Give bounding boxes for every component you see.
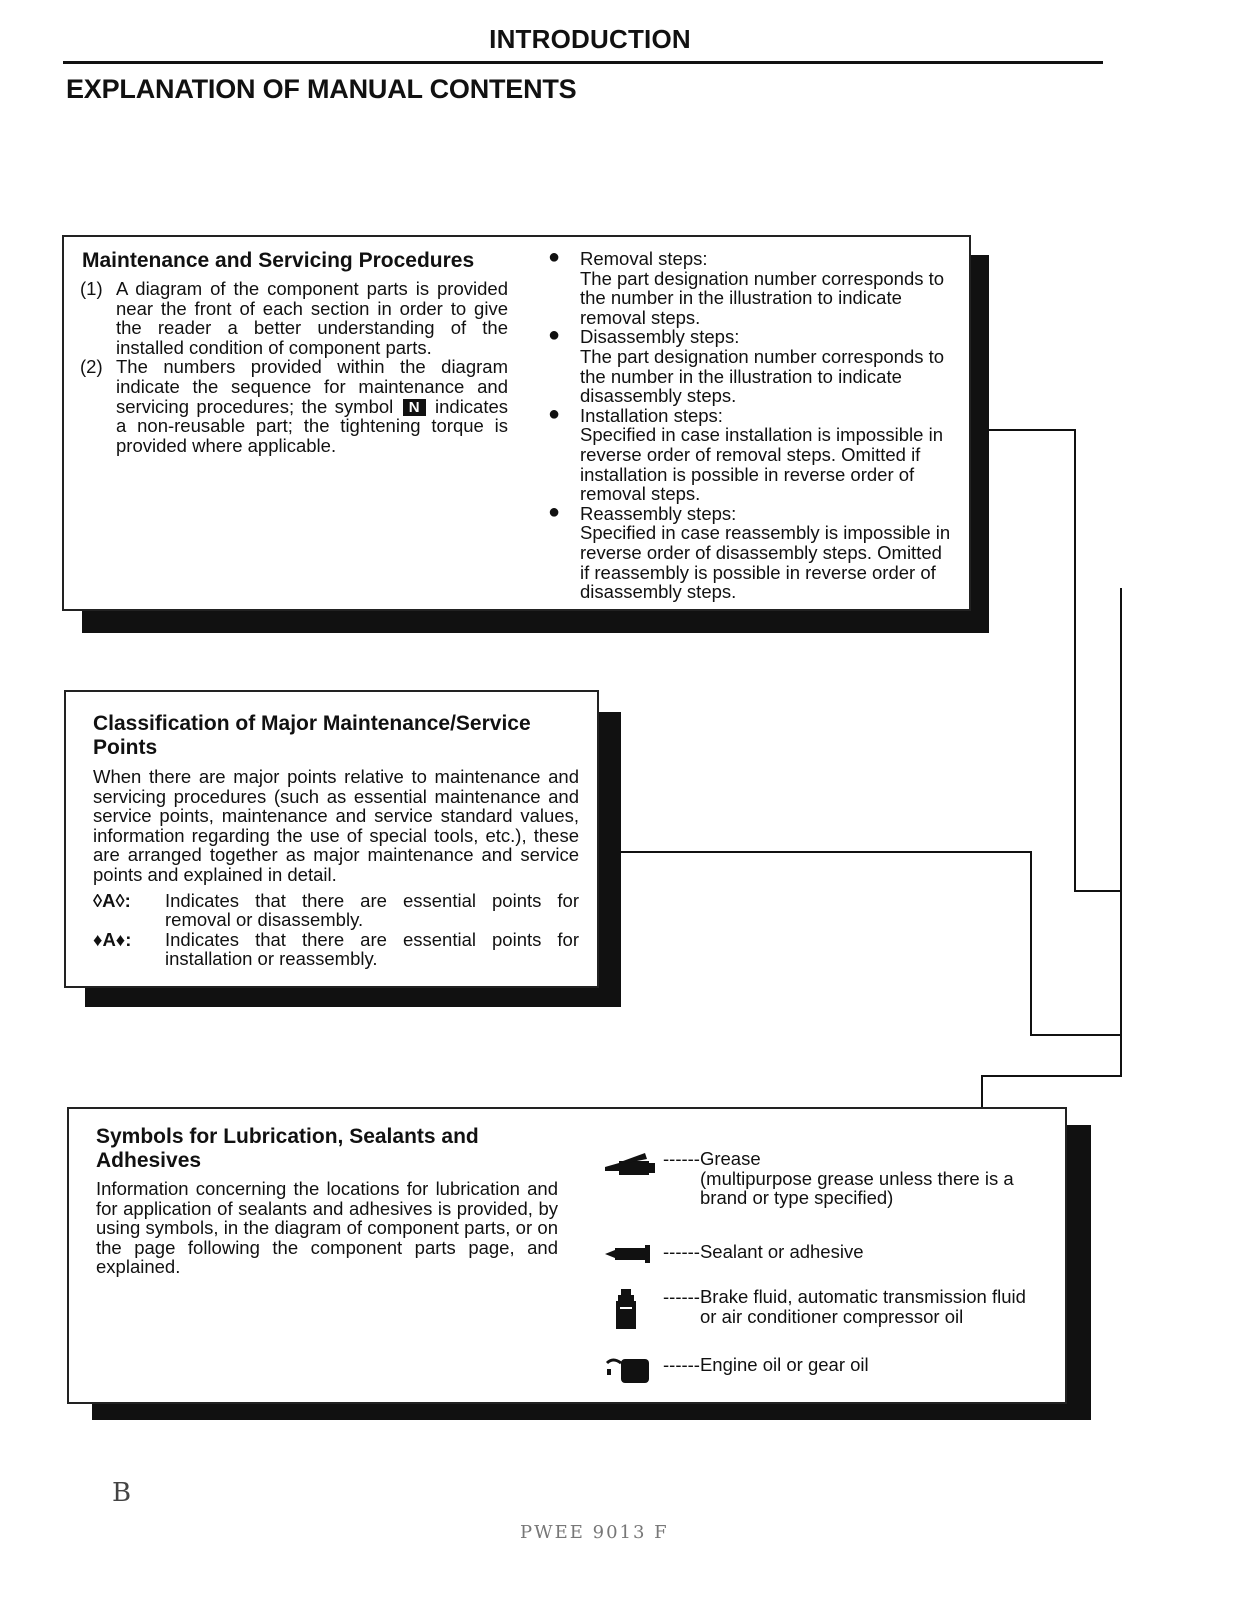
symbol-label: ------Sealant or adhesive <box>663 1241 864 1262</box>
box-body <box>93 767 579 969</box>
bullet-icon: ● <box>548 402 561 425</box>
list-item <box>544 402 954 505</box>
sealant-tube-icon <box>605 1242 657 1270</box>
symbol-row <box>605 1287 1055 1337</box>
connector-line <box>598 851 1032 853</box>
list-item <box>93 930 579 969</box>
mark-text: Indicates that there are essential points for installation or reassembly. <box>165 928 579 970</box>
non-reusable-part-icon: N <box>403 399 426 416</box>
step-label: Reassembly steps: <box>580 502 737 524</box>
installation-point-mark: ♦A♦: <box>93 928 132 950</box>
step-label: Installation steps: <box>580 404 723 426</box>
symbol-label: ------Brake fluid, automatic transmission fluid <box>663 1286 1026 1307</box>
bullet-icon: ● <box>548 246 561 268</box>
step-text: Specified in case installation is impossible in reverse order of removal steps. Omitted if installation is possible in reverse order of removal steps. <box>580 424 943 505</box>
step-label: Disassembly steps: <box>580 326 740 348</box>
symbol-label: ------Engine oil or gear oil <box>663 1354 869 1375</box>
oil-can-icon <box>605 1355 657 1389</box>
page-mark: B <box>112 1478 132 1508</box>
footer-handwriting: PWEE 9013 F <box>520 1522 669 1543</box>
list-item <box>80 357 508 455</box>
step-text: The part designation number corresponds to the number in the illustration to indicate disassembly steps. <box>580 345 945 407</box>
item-number: (2) <box>80 356 103 378</box>
item-text: A diagram of the component parts is provided near the front of each section in order to give the reader a better understanding of the installed condition of component parts. <box>116 278 508 358</box>
symbols-box <box>67 1107 1067 1404</box>
connector-line <box>1120 588 1122 1076</box>
box-title: Classification of Major Maintenance/Service Points <box>93 712 531 759</box>
symbol-note: or air conditioner compressor oil <box>700 1305 964 1327</box>
connector-line <box>1074 429 1076 892</box>
connector-line <box>1074 890 1122 892</box>
box-title: Symbols for Lubrication, Sealants and Adhesives <box>96 1125 479 1172</box>
list-item <box>544 500 954 603</box>
fluid-bottle-icon <box>605 1287 657 1335</box>
bullet-icon: ● <box>548 500 561 523</box>
maintenance-procedures-box <box>62 235 971 611</box>
step-text: The part designation number corresponds to the number in the illustration to indicate removal steps. <box>580 267 945 328</box>
list-item <box>80 279 508 357</box>
list-item <box>544 246 954 328</box>
list-item <box>544 324 954 407</box>
connector-line <box>981 1075 983 1109</box>
symbol-row <box>605 1355 1055 1385</box>
header-title: INTRODUCTION <box>489 24 691 54</box>
header-rule <box>63 61 1103 64</box>
symbol-label: ------Grease <box>663 1148 761 1169</box>
step-text: Specified in case reassembly is impossible in reverse order of disassembly steps. Omitted if reassembly is possible in reverse order of disassembly steps. <box>580 522 951 603</box>
page-heading: EXPLANATION OF MANUAL CONTENTS <box>66 74 577 104</box>
step-label: Removal steps: <box>580 248 708 269</box>
connector-line <box>1030 1034 1122 1036</box>
bullet-icon: ● <box>548 324 561 347</box>
list-item <box>93 891 579 930</box>
classification-box <box>64 690 599 988</box>
removal-point-mark: ◊A◊: <box>93 889 131 911</box>
grease-gun-icon <box>605 1149 657 1183</box>
mark-text: Indicates that there are essential points for removal or disassembly. <box>165 889 579 931</box>
symbol-note: (multipurpose grease unless there is a brand or type specified) <box>700 1167 1014 1209</box>
paragraph: Information concerning the locations for lubrication and for application of sealants and adhesives is provided, by using symbols, in the diagram of component parts, or on the page following the component parts page, and explained. <box>96 1178 558 1278</box>
paragraph: When there are major points relative to maintenance and servicing procedures (such as essential maintenance and service points, maintenance and service standard values, information regarding the use of special tools, etc.), these are arranged together as major maintenance and service points and explained in detail. <box>93 766 579 885</box>
item-text: indicates a non-reusable part; the tightening torque is provided where applicable. <box>116 395 509 456</box>
steps-list <box>544 246 954 603</box>
item-number: (1) <box>80 278 103 299</box>
numbered-list <box>80 279 508 455</box>
connector-line <box>981 1075 1122 1077</box>
symbol-row <box>605 1242 1055 1272</box>
connector-line <box>1030 851 1032 1036</box>
item-text: The numbers provided within the diagram indicate the sequence for maintenance and servicing procedures; the symbol <box>116 356 508 417</box>
symbol-row <box>605 1149 1055 1219</box>
box-title: Maintenance and Servicing Procedures <box>82 249 475 272</box>
